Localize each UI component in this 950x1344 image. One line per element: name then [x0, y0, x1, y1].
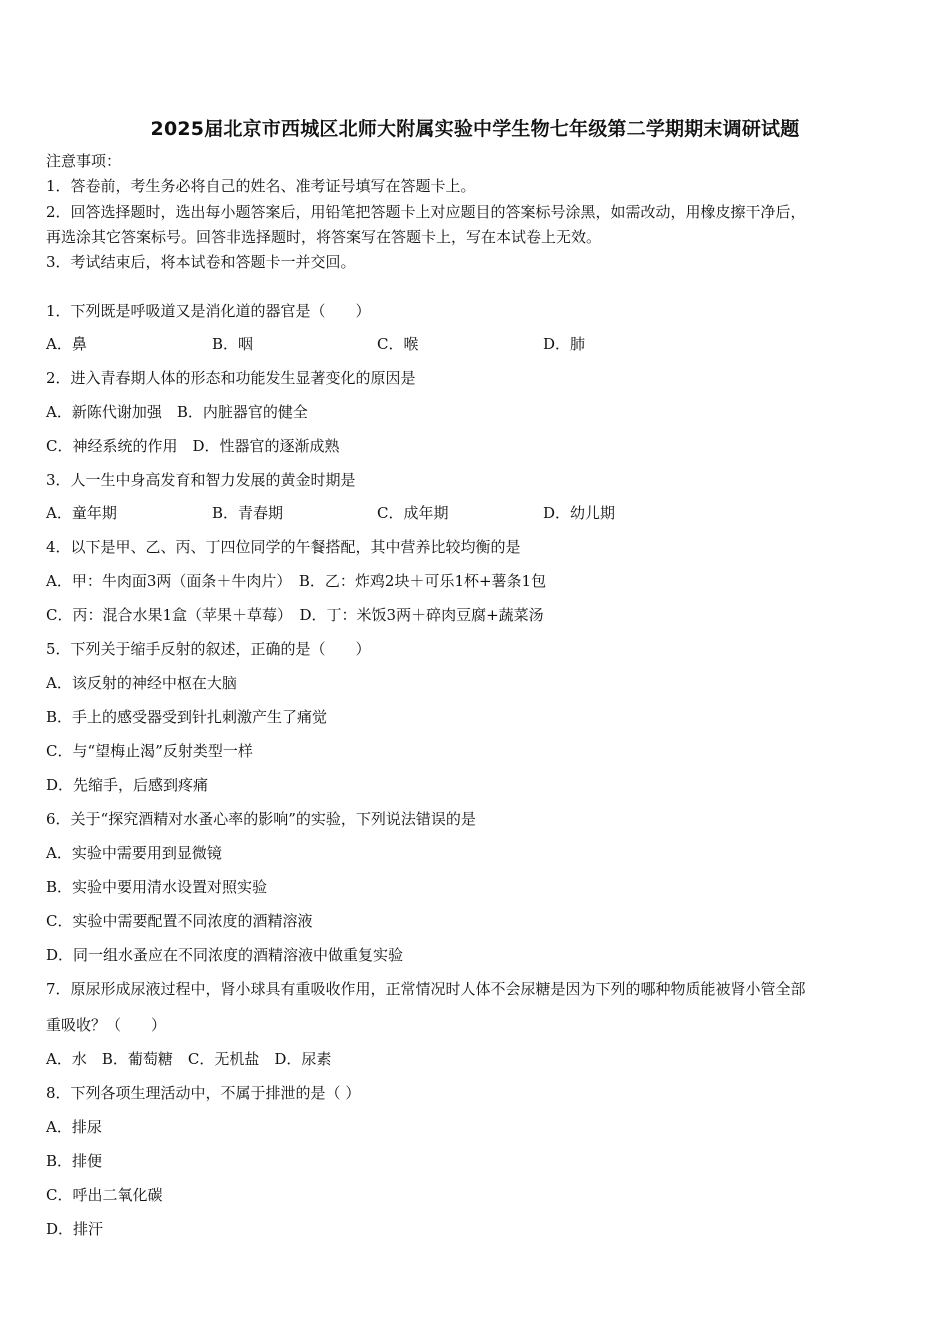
question-2-stem: 2．进入青春期人体的形态和功能发生显著变化的原因是	[46, 369, 416, 387]
question-3-option-d: D．幼儿期	[543, 504, 616, 522]
question-1-option-a: A．鼻	[46, 335, 87, 353]
question-4-options-line: A．甲：牛肉面3两（面条＋牛肉片） B．乙：炸鸡2块＋可乐1杯+薯条1包	[46, 572, 547, 590]
question-6-option-a: A．实验中需要用到显微镜	[46, 844, 222, 862]
question-5-option-b: B．手上的感受器受到针扎刺激产生了痛觉	[46, 708, 328, 726]
page-title: 2025届北京市西城区北师大附属实验中学生物七年级第二学期期末调研试题	[150, 118, 800, 140]
question-4-options-line: C．丙：混合水果1盒（苹果＋草莓） D．丁：米饭3两＋碎肉豆腐+蔬菜汤	[46, 606, 544, 624]
question-7-stem-continued: 重吸收？（ ）	[46, 1016, 167, 1034]
question-5-option-a: A．该反射的神经中枢在大脑	[46, 674, 237, 692]
notice-item: 3．考试结束后，将本试卷和答题卡一并交回。	[46, 253, 356, 271]
question-8-option-d: D．排汗	[46, 1220, 104, 1238]
question-3-option-c: C．成年期	[377, 504, 449, 522]
notice-heading: 注意事项：	[46, 152, 122, 170]
notice-item: 再选涂其它答案标号。回答非选择题时，将答案写在答题卡上，写在本试卷上无效。	[46, 228, 602, 246]
question-1-option-b: B．咽	[212, 335, 254, 353]
question-8-option-b: B．排便	[46, 1152, 103, 1170]
question-3-stem: 3．人一生中身高发育和智力发展的黄金时期是	[46, 471, 356, 489]
question-5-option-d: D．先缩手，后感到疼痛	[46, 776, 209, 794]
question-7-stem: 7．原尿形成尿液过程中，肾小球具有重吸收作用，正常情况时人体不会尿糖是因为下列的哪种物质能被肾小管全部	[46, 980, 806, 998]
question-1-stem: 1．下列既是呼吸道又是消化道的器官是（ ）	[46, 302, 371, 320]
question-3-option-b: B．青春期	[212, 504, 284, 522]
question-1-option-d: D．肺	[543, 335, 586, 353]
question-2-options-line: C．神经系统的作用 D．性器官的逐渐成熟	[46, 437, 340, 455]
question-4-stem: 4．以下是甲、乙、丙、丁四位同学的午餐搭配，其中营养比较均衡的是	[46, 538, 521, 556]
question-6-option-c: C．实验中需要配置不同浓度的酒精溶液	[46, 912, 313, 930]
question-3-option-a: A．童年期	[46, 504, 117, 522]
question-2-options-line: A．新陈代谢加强 B．内脏器官的健全	[46, 403, 308, 421]
notice-item: 1．答卷前，考生务必将自己的姓名、准考证号填写在答题卡上。	[46, 177, 476, 195]
question-6-option-d: D．同一组水蚤应在不同浓度的酒精溶液中做重复实验	[46, 946, 404, 964]
question-8-stem: 8．下列各项生理活动中，不属于排泄的是（ ）	[46, 1084, 361, 1102]
question-6-stem: 6．关于“探究酒精对水蚤心率的影响”的实验，下列说法错误的是	[46, 810, 476, 828]
question-6-option-b: B．实验中要用清水设置对照实验	[46, 878, 268, 896]
question-8-option-c: C．呼出二氧化碳	[46, 1186, 163, 1204]
question-7-options-line: A．水 B．葡萄糖 C．无机盐 D．尿素	[46, 1050, 332, 1068]
question-1-option-c: C．喉	[377, 335, 419, 353]
question-5-stem: 5．下列关于缩手反射的叙述，正确的是（ ）	[46, 640, 371, 658]
question-8-option-a: A．排尿	[46, 1118, 102, 1136]
notice-item: 2．回答选择题时，选出每小题答案后，用铅笔把答题卡上对应题目的答案标号涂黑，如需改动，用橡皮擦干净后，	[46, 203, 806, 221]
question-5-option-c: C．与“望梅止渴”反射类型一样	[46, 742, 253, 760]
